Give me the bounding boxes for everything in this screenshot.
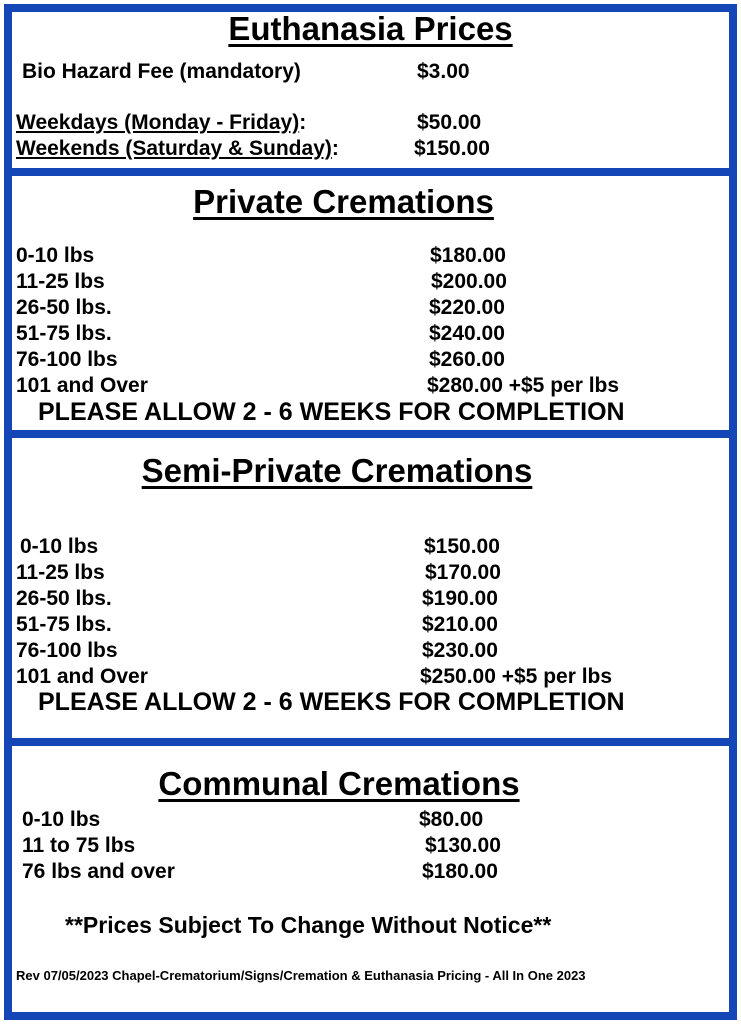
section-divider: [4, 738, 737, 746]
euthanasia-title: Euthanasia Prices: [228, 10, 513, 47]
communal-price-2: $180.00: [422, 860, 498, 883]
private-title: Private Cremations: [193, 183, 494, 220]
weekends-row: [16, 136, 339, 162]
communal-price-0: $80.00: [419, 808, 484, 831]
weekends-price: $150.00: [414, 137, 490, 160]
weekdays-row: [16, 110, 306, 136]
private-completion-notice: PLEASE ALLOW 2 - 6 WEEKS FOR COMPLETION: [38, 398, 625, 426]
private-label-2: 26-50 lbs.: [16, 296, 112, 319]
biohazard-label: Bio Hazard Fee (mandatory): [22, 60, 301, 83]
communal-title: Communal Cremations: [158, 765, 520, 802]
revision-footer: Rev 07/05/2023 Chapel-Crematorium/Signs/Cremation & Euthanasia Pricing - All In One 2023: [16, 968, 586, 983]
private-price-1: $200.00: [431, 270, 507, 293]
section-divider: [4, 168, 737, 176]
semi-label-5: 101 and Over: [16, 665, 148, 688]
private-price-4: $260.00: [429, 348, 505, 371]
biohazard-price: $3.00: [417, 60, 470, 83]
section-divider: [4, 430, 737, 438]
semi-label-3: 51-75 lbs.: [16, 613, 112, 636]
private-label-0: 0-10 lbs: [16, 244, 95, 267]
semi-price-0: $150.00: [424, 535, 500, 558]
communal-label-1: 11 to 75 lbs: [22, 834, 136, 857]
semi-price-5: $250.00 +$5 per lbs: [420, 665, 613, 688]
semi-private-title: Semi-Private Cremations: [141, 452, 533, 489]
private-label-5: 101 and Over: [16, 374, 148, 397]
communal-label-0: 0-10 lbs: [22, 808, 101, 831]
semi-price-4: $230.00: [422, 639, 498, 662]
semi-completion-notice: PLEASE ALLOW 2 - 6 WEEKS FOR COMPLETION: [38, 688, 625, 716]
weekdays-label: Weekdays (Monday - Friday): [16, 111, 300, 134]
private-price-3: $240.00: [429, 322, 505, 345]
semi-price-2: $190.00: [422, 587, 498, 610]
private-label-4: 76-100 lbs: [16, 348, 118, 371]
semi-label-1: 11-25 lbs: [16, 561, 105, 584]
semi-price-1: $170.00: [425, 561, 501, 584]
private-label-3: 51-75 lbs.: [16, 322, 112, 345]
private-label-1: 11-25 lbs: [16, 270, 105, 293]
communal-price-1: $130.00: [425, 834, 501, 857]
private-price-2: $220.00: [429, 296, 505, 319]
price-change-disclaimer: **Prices Subject To Change Without Notice**: [65, 912, 552, 938]
weekdays-colon: :: [299, 111, 307, 134]
semi-label-0: 0-10 lbs: [20, 535, 99, 558]
weekends-label: Weekends (Saturday & Sunday): [16, 137, 332, 160]
weekends-colon: :: [331, 137, 339, 160]
semi-label-4: 76-100 lbs: [16, 639, 118, 662]
communal-label-2: 76 lbs and over: [22, 860, 175, 883]
private-price-0: $180.00: [430, 244, 506, 267]
semi-price-3: $210.00: [422, 613, 498, 636]
private-price-5: $280.00 +$5 per lbs: [427, 374, 620, 397]
weekdays-price: $50.00: [417, 111, 482, 134]
semi-label-2: 26-50 lbs.: [16, 587, 112, 610]
